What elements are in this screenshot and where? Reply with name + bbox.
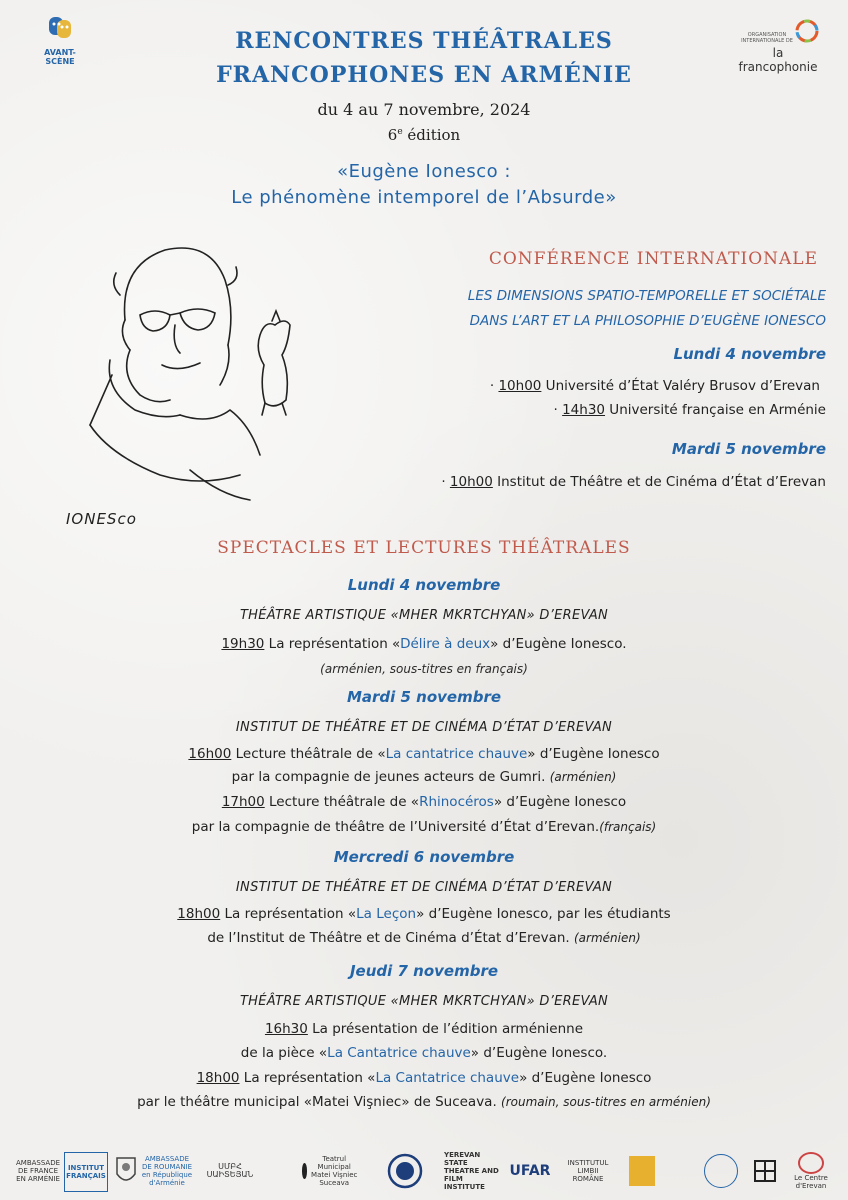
text: La représentation « [239, 1070, 376, 1086]
crest-icon [115, 1156, 137, 1186]
text: » d’Eugène Ionesco [527, 746, 660, 762]
page-title-line2: FRANCOPHONES EN ARMÉNIE [216, 62, 632, 88]
edition-number: 6 [387, 126, 398, 144]
shows-day3: Mercredi 6 novembre [333, 848, 515, 866]
conference-subtitle-line2: DANS L’ART ET LA PHILOSOPHIE D’EUGÈNE IONESCO [469, 313, 826, 329]
show-title: Rhinocéros [419, 794, 494, 810]
logo-text: Teatrul Municipal Matei Vişniec Suceava [311, 1155, 358, 1187]
shows-day2-event-b-line2 [0, 819, 848, 835]
logo-text: INSTITUTUL LIMBII ROMÂNE [567, 1159, 609, 1183]
text: La représentation « [264, 636, 401, 652]
francophonie-small-text: ORGANISATION INTERNATIONALE DE [741, 32, 793, 44]
shows-day3-event-line2 [0, 930, 848, 946]
footer-logo-ambassade-france [14, 1152, 60, 1190]
shows-heading: SPECTACLES ET LECTURES THÉÂTRALES [217, 538, 631, 558]
shows-day4-venue: THÉÂTRE ARTISTIQUE «MHER MKRTCHYAN» D’EREVAN [239, 994, 609, 1009]
shows-day1-venue: THÉÂTRE ARTISTIQUE «MHER MKRTCHYAN» D’EREVAN [239, 608, 609, 623]
text: » d’Eugène Ionesco. [490, 636, 627, 652]
note: (roumain, sous-titres en arménien) [501, 1095, 711, 1109]
shows-day1-event [0, 636, 848, 652]
text: de l’Institut de Théâtre et de Cinéma d’État d’Erevan. [207, 930, 574, 946]
text: par le théâtre municipal «Matei Vişniec» de Suceava. [137, 1094, 502, 1110]
shows-day4-event-b [0, 1070, 848, 1086]
logo-text: ՍՄԲՀ ՍԱԻՏԵՅԱՆ [206, 1162, 254, 1179]
shows-day2-event-b [0, 794, 848, 810]
francophonie-label: la francophonie [738, 46, 818, 74]
text: La représentation « [220, 906, 357, 922]
text: Lecture théâtrale de « [231, 746, 386, 762]
text: » d’Eugène Ionesco [493, 794, 627, 810]
conference-day2-item1: · 10h00 Institut de Théâtre et de Cinéma d’État d’Erevan [441, 474, 826, 490]
venue-text: Université d’État Valéry Brusov d’Erevan [541, 378, 820, 394]
time: 16h30 [264, 1021, 308, 1037]
show-title: La Leçon [356, 906, 417, 922]
conference-subtitle-line1: LES DIMENSIONS SPATIO-TEMPORELLE ET SOCIÉTALE [467, 288, 826, 304]
conference-day1-item2: · 14h30 Université française en Arménie [553, 402, 826, 418]
time: 10h00 [449, 474, 493, 490]
shows-day1-note: (arménien, sous-titres en français) [320, 662, 528, 676]
footer-logo-teatrul-suceava [302, 1152, 358, 1190]
edition [0, 126, 848, 144]
logo-text: AMBASSADE DE FRANCE EN ARMÉNIE [15, 1159, 61, 1183]
conference-day2: Mardi 5 novembre [671, 440, 826, 458]
circle-logo-icon [704, 1154, 738, 1188]
logo-text: Le Centre d'Erevan [794, 1174, 828, 1190]
time: 18h00 [196, 1070, 240, 1086]
text: » d’Eugène Ionesco. [470, 1045, 608, 1061]
shows-day2: Mardi 5 novembre [346, 688, 502, 706]
shows-day4: Jeudi 7 novembre [349, 962, 499, 980]
time: 18h00 [177, 906, 221, 922]
footer-logo-yerevan-state-theatre [444, 1152, 502, 1190]
logo-text: UFAR [509, 1163, 551, 1179]
conference-day1-item1: · 10h00 Université d’État Valéry Brusov d’Erevan [489, 378, 820, 394]
footer-logo-ambassade-roumanie [140, 1152, 194, 1190]
page-title-line1: RENCONTRES THÉÂTRALES [235, 28, 613, 54]
conference-day1: Lundi 4 novembre [673, 345, 826, 363]
note: (arménien) [574, 931, 641, 945]
show-title: La Cantatrice chauve [375, 1070, 520, 1086]
shows-day2-event-a-line2 [0, 769, 848, 785]
edition-word: édition [402, 126, 461, 144]
text: Lecture théâtrale de « [264, 794, 420, 810]
theme-line1: «Eugène Ionesco : [337, 161, 511, 182]
seal-icon [387, 1153, 423, 1189]
text: par la compagnie de jeunes acteurs de Gumri. [231, 769, 550, 785]
time: 16h00 [188, 746, 232, 762]
text: La présentation de l’édition arménienne [307, 1021, 584, 1037]
shows-day1: Lundi 4 novembre [347, 576, 501, 594]
time: 14h30 [562, 402, 606, 418]
shows-day4-event-a-line2 [0, 1045, 848, 1061]
show-title: La cantatrice chauve [385, 746, 528, 762]
shows-day2-venue: INSTITUT DE THÉÂTRE ET DE CINÉMA D’ÉTAT D’EREVAN [235, 720, 613, 735]
venue-text: Institut de Théâtre et de Cinéma d’État d’Erevan [492, 474, 826, 490]
logo-text: AMBASSADE DE ROUMANIE en République d'Arménie [141, 1155, 193, 1187]
footer-logo-armenian-theatre [200, 1152, 260, 1190]
note: (français) [599, 820, 657, 834]
shows-day2-event-a [0, 746, 848, 762]
text: » d’Eugène Ionesco, par les étudiants [416, 906, 671, 922]
time: 19h30 [221, 636, 265, 652]
ionesco-portrait-illustration [50, 225, 300, 525]
text: de la pièce « [240, 1045, 328, 1061]
footer-logo-ufar [508, 1152, 552, 1190]
text: » d’Eugène Ionesco [519, 1070, 652, 1086]
grid-square-icon [754, 1160, 776, 1182]
footer-logo-seal [385, 1152, 425, 1190]
event-dates: du 4 au 7 novembre, 2024 [317, 100, 531, 119]
footer-logo-centre-erevan [788, 1152, 834, 1190]
shows-day3-event [0, 906, 848, 922]
shows-day3-venue: INSTITUT DE THÉÂTRE ET DE CINÉMA D’ÉTAT D’EREVAN [235, 880, 613, 895]
venue-text: Université française en Arménie [605, 402, 826, 418]
time: 10h00 [498, 378, 542, 394]
edition-sup: e [397, 127, 403, 137]
show-title: La Cantatrice chauve [327, 1045, 471, 1061]
show-title: Délire à deux [400, 636, 491, 652]
conference-heading: CONFÉRENCE INTERNATIONALE [488, 249, 818, 269]
logo-text: YEREVAN STATE THEATRE AND FILM INSTITUTE [444, 1151, 499, 1191]
logo-text: INSTITUT FRANÇAIS [66, 1164, 106, 1180]
illustration-signature: IONESco [66, 510, 137, 528]
text: par la compagnie de théâtre de l’Université d’État d’Erevan. [191, 819, 600, 835]
note: (arménien) [549, 770, 617, 784]
time: 17h00 [221, 794, 265, 810]
footer-logo-institutul-limbii [562, 1152, 614, 1190]
yellow-square-icon [629, 1156, 655, 1186]
footer-logo-institut-francais [64, 1152, 108, 1192]
shows-day4-event-a [0, 1021, 848, 1037]
bicycle-icon [798, 1152, 824, 1174]
avant-scene-label: AVANT-SCÈNE [44, 48, 76, 66]
theme-line2: Le phénomène intemporel de l’Absurde» [231, 187, 617, 208]
panda-icon [302, 1163, 307, 1179]
footer-logo-round [702, 1152, 740, 1190]
shows-day4-event-b-line2 [0, 1094, 848, 1110]
footer-logo-square [752, 1152, 778, 1190]
footer-logo-crest [114, 1152, 138, 1190]
footer-logo-yellow [624, 1152, 660, 1190]
